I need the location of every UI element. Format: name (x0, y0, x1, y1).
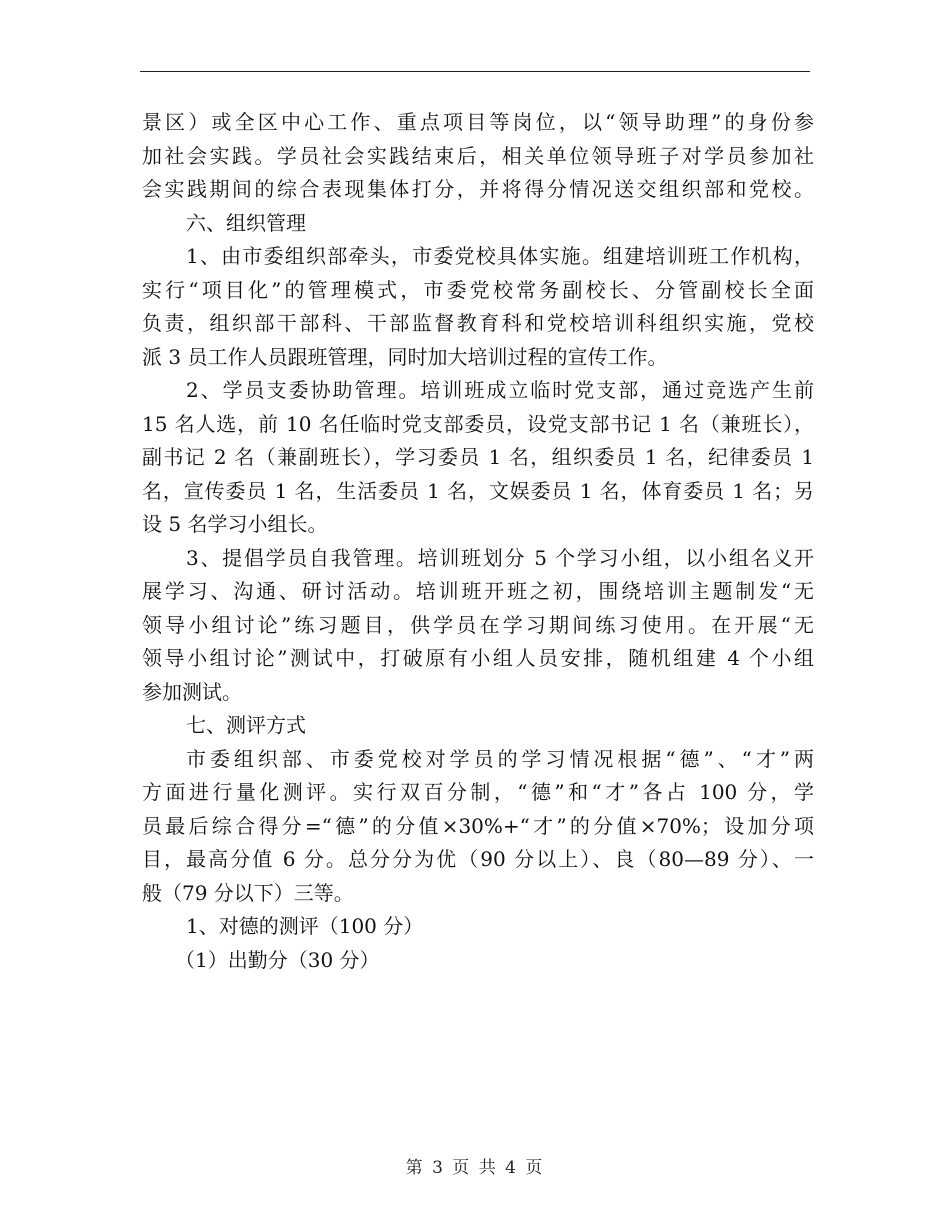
subsection-item: （1）出勤分（30 分） (175, 947, 380, 972)
paragraph-line: 领导小组讨论”练习题目，供学员在学习期间练习使用。在开展“无 (142, 612, 814, 637)
header-rule (140, 71, 810, 72)
paragraph-line: 展学习、沟通、研讨活动。培训班开班之初，围绕培训主题制发“无 (142, 579, 814, 603)
subsection-heading: 1、对德的测评（100 分） (186, 914, 424, 938)
paragraph-line: 员最后综合得分=“德”的分值×30%+“才”的分值×70%；设加分项 (142, 813, 814, 838)
paragraph-line: 派 3 员工作人员跟班管理，同时加大培训过程的宣传工作。 (142, 344, 668, 369)
paragraph-line: 负责，组织部干部科、干部监督教育科和党校培训科组织实施，党校 (142, 311, 814, 335)
paragraph-line: 领导小组讨论”测试中，打破原有小组人员安排，随机组建 4 个小组 (142, 646, 814, 670)
section-heading: 六、组织管理 (186, 210, 306, 235)
paragraph-line: 1、由市委组织部牵头，市委党校具体实施。组建培训班工作机构， (186, 244, 814, 268)
paragraph-line: 目，最高分值 6 分。总分分为优（90 分以上）、良（80—89 分）、一 (142, 847, 814, 871)
paragraph-line: 参加测试。 (142, 679, 242, 704)
paragraph-line: 15 名人选，前 10 名任临时党支部委员，设党支部书记 1 名（兼班长）， (142, 411, 814, 436)
page-number-footer: 第 3 页 共 4 页 (405, 1158, 545, 1178)
document-body (142, 106, 814, 977)
paragraph-line: 加社会实践。学员社会实践结束后，相关单位领导班子对学员参加社 (142, 143, 814, 168)
paragraph-line: 设 5 名学习小组长。 (142, 512, 328, 536)
section-heading: 七、测评方式 (186, 713, 306, 737)
paragraph-line: 名，宣传委员 1 名，生活委员 1 名，文娱委员 1 名，体育委员 1 名；另 (142, 478, 814, 503)
paragraph-line: 副书记 2 名（兼副班长），学习委员 1 名，组织委员 1 名，纪律委员 1 (142, 445, 814, 469)
paragraph-line: 会实践期间的综合表现集体打分，并将得分情况送交组织部和党校。 (142, 177, 814, 201)
paragraph-line: 方面进行量化测评。实行双百分制，“德”和“才”各占 100 分，学 (142, 780, 814, 804)
paragraph-line: 般（79 分以下）三等。 (142, 880, 354, 905)
paragraph-line: 实行“项目化”的管理模式，市委党校常务副校长、分管副校长全面 (142, 277, 814, 302)
paragraph-line: 3、提倡学员自我管理。培训班划分 5 个学习小组，以小组名义开 (186, 545, 814, 570)
paragraph-line: 2、学员支委协助管理。培训班成立临时党支部，通过竞选产生前 (186, 378, 814, 402)
paragraph-line: 市委组织部、市委党校对学员的学习情况根据“德”、“才”两 (186, 746, 814, 771)
paragraph-line: 景区）或全区中心工作、重点项目等岗位，以“领导助理”的身份参 (142, 110, 814, 134)
